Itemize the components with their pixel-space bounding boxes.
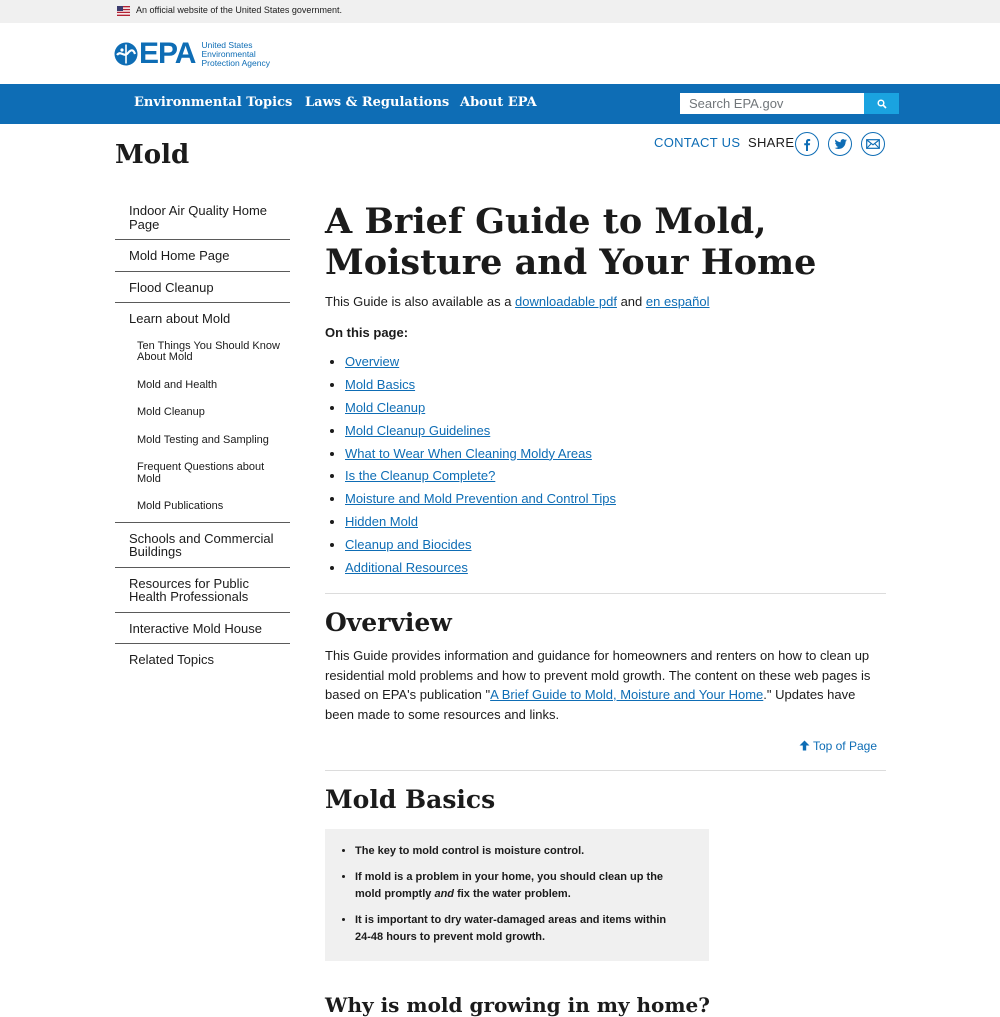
sidenav-subitem-testing-sampling[interactable]: Mold Testing and Sampling xyxy=(137,433,269,446)
toc-link-hidden-mold[interactable]: Hidden Mold xyxy=(345,514,418,530)
sidenav-item-public-health[interactable]: Resources for Public Health Professionals xyxy=(115,568,290,613)
downloadable-pdf-link[interactable]: downloadable pdf xyxy=(515,294,617,309)
arrow-up-icon xyxy=(799,740,810,751)
overview-heading: Overview xyxy=(325,608,452,638)
toc-link-overview[interactable]: Overview xyxy=(345,354,400,369)
toc-item xyxy=(345,378,886,392)
toc-item xyxy=(345,424,886,438)
epa-seal-icon xyxy=(114,42,138,66)
us-flag-icon xyxy=(117,6,130,16)
toc-item xyxy=(345,401,886,415)
toc-item xyxy=(345,447,886,461)
toc-link-additional-resources[interactable]: Additional Resources xyxy=(345,560,468,576)
twitter-share-button[interactable] xyxy=(828,132,852,156)
nav-laws-regulations[interactable]: Laws & Regulations xyxy=(305,95,450,110)
divider xyxy=(325,593,886,594)
facebook-icon xyxy=(801,138,813,151)
sidenav-item-related-topics[interactable]: Related Topics xyxy=(129,652,215,667)
intro-prefix: This Guide is also available as a xyxy=(325,294,516,309)
sidenav-item-iaq-home[interactable]: Indoor Air Quality Home Page xyxy=(115,195,290,240)
nav-environmental-topics[interactable]: Environmental Topics xyxy=(134,95,293,110)
search-input[interactable] xyxy=(680,93,864,114)
top-of-page-label: Top of Page xyxy=(812,739,877,754)
key-point: • It is important to dry water-damaged areas and items within 24-48 hours to prevent mold growth. xyxy=(355,912,685,946)
share-label: SHARE xyxy=(748,135,795,150)
overview-text-2: ." Updates have been made to some resources and links. xyxy=(325,687,856,722)
twitter-icon xyxy=(834,139,847,150)
agency-name xyxy=(201,41,270,68)
agency-line-2: Environmental xyxy=(201,48,256,59)
search-button[interactable] xyxy=(864,93,899,114)
toc-item xyxy=(345,469,886,483)
nav-about-epa[interactable]: About EPA xyxy=(460,95,537,110)
site-header xyxy=(0,23,1000,84)
sidenav-item-mold-home[interactable]: Mold Home Page xyxy=(115,240,290,272)
gov-banner xyxy=(0,0,1000,23)
sidenav-item-schools-commercial[interactable]: Schools and Commercial Buildings xyxy=(115,523,290,568)
main-nav xyxy=(0,84,1000,124)
toc-link-cleanup-complete[interactable]: Is the Cleanup Complete? xyxy=(345,468,496,484)
sidenav-item-learn-about-mold[interactable]: Learn about Mold xyxy=(129,311,231,326)
mold-basics-heading: Mold Basics xyxy=(325,785,496,815)
toc-item xyxy=(345,355,886,369)
intro-paragraph xyxy=(325,294,886,309)
sidenav-subitem-frequent-questions[interactable]: Frequent Questions about Mold xyxy=(137,461,265,485)
toc-link-prevention-tips[interactable]: Moisture and Mold Prevention and Control Tips xyxy=(345,491,616,507)
en-espanol-link[interactable]: en español xyxy=(645,294,710,309)
toc-link-cleanup-guidelines[interactable]: Mold Cleanup Guidelines xyxy=(345,422,491,438)
email-share-button[interactable] xyxy=(861,132,885,156)
key-point-emphasis: and xyxy=(434,888,455,901)
side-nav xyxy=(115,195,290,675)
overview-text-1: This Guide provides information and guidance for homeowners and renters on how to clean up residential mold problems and how to prevent mold growth. The content on these web pages is based on EPA's publication " xyxy=(325,648,871,703)
toc-link-mold-basics[interactable]: Mold Basics xyxy=(345,376,416,392)
toc-link-mold-cleanup[interactable]: Mold Cleanup xyxy=(345,399,426,415)
email-icon xyxy=(866,139,880,149)
key-points-list xyxy=(355,843,685,946)
agency-line-1: United States xyxy=(201,39,253,50)
contact-us-link[interactable]: CONTACT US xyxy=(654,135,741,150)
toc-link-what-to-wear[interactable]: What to Wear When Cleaning Moldy Areas xyxy=(345,445,592,461)
sidenav-subitem-mold-cleanup[interactable]: Mold Cleanup xyxy=(137,406,205,418)
top-of-page-link[interactable] xyxy=(325,739,886,753)
sidenav-subgroup xyxy=(115,334,290,523)
key-point-text: If mold is a problem in your home, you should clean up the mold promptly xyxy=(355,871,664,901)
key-point-text: fix the water problem. xyxy=(454,888,571,901)
intro-mid: and xyxy=(616,294,646,309)
toc-item xyxy=(345,515,886,529)
toc-item xyxy=(345,561,886,575)
key-point: • The key to mold control is moisture control. xyxy=(355,843,685,860)
epa-logo-text: EPA xyxy=(139,37,196,70)
on-this-page-label: On this page: xyxy=(325,325,409,340)
key-points-box xyxy=(325,829,709,961)
next-section-heading: Why is mold growing in my home? xyxy=(325,993,710,1017)
table-of-contents xyxy=(325,355,886,575)
overview-paragraph xyxy=(325,646,886,724)
main-content xyxy=(325,195,886,961)
site-title: Mold xyxy=(115,140,190,170)
divider xyxy=(325,770,886,771)
key-point xyxy=(355,869,685,903)
facebook-share-button[interactable] xyxy=(795,132,819,156)
sidenav-subitem-mold-health[interactable]: Mold and Health xyxy=(137,378,218,391)
search-icon xyxy=(877,99,887,109)
sidenav-subitem-ten-things[interactable]: Ten Things You Should Know About Mold xyxy=(137,339,280,363)
toc-item xyxy=(345,538,886,552)
sidenav-item-flood-cleanup[interactable]: Flood Cleanup xyxy=(115,272,290,304)
sidenav-subitem-publications[interactable]: Mold Publications xyxy=(137,500,224,512)
agency-line-3: Protection Agency xyxy=(201,57,270,68)
brief-guide-link[interactable]: A Brief Guide to Mold, Moisture and Your Home xyxy=(490,687,764,703)
toc-link-cleanup-biocides[interactable]: Cleanup and Biocides xyxy=(345,537,472,553)
sidenav-item-interactive-house[interactable]: Interactive Mold House xyxy=(115,613,290,645)
page-title: A Brief Guide to Mold, Moisture and Your Home xyxy=(325,201,817,283)
epa-logo[interactable] xyxy=(114,39,270,69)
toc-item xyxy=(345,492,886,506)
gov-banner-text: An official website of the United States government. xyxy=(136,5,342,15)
